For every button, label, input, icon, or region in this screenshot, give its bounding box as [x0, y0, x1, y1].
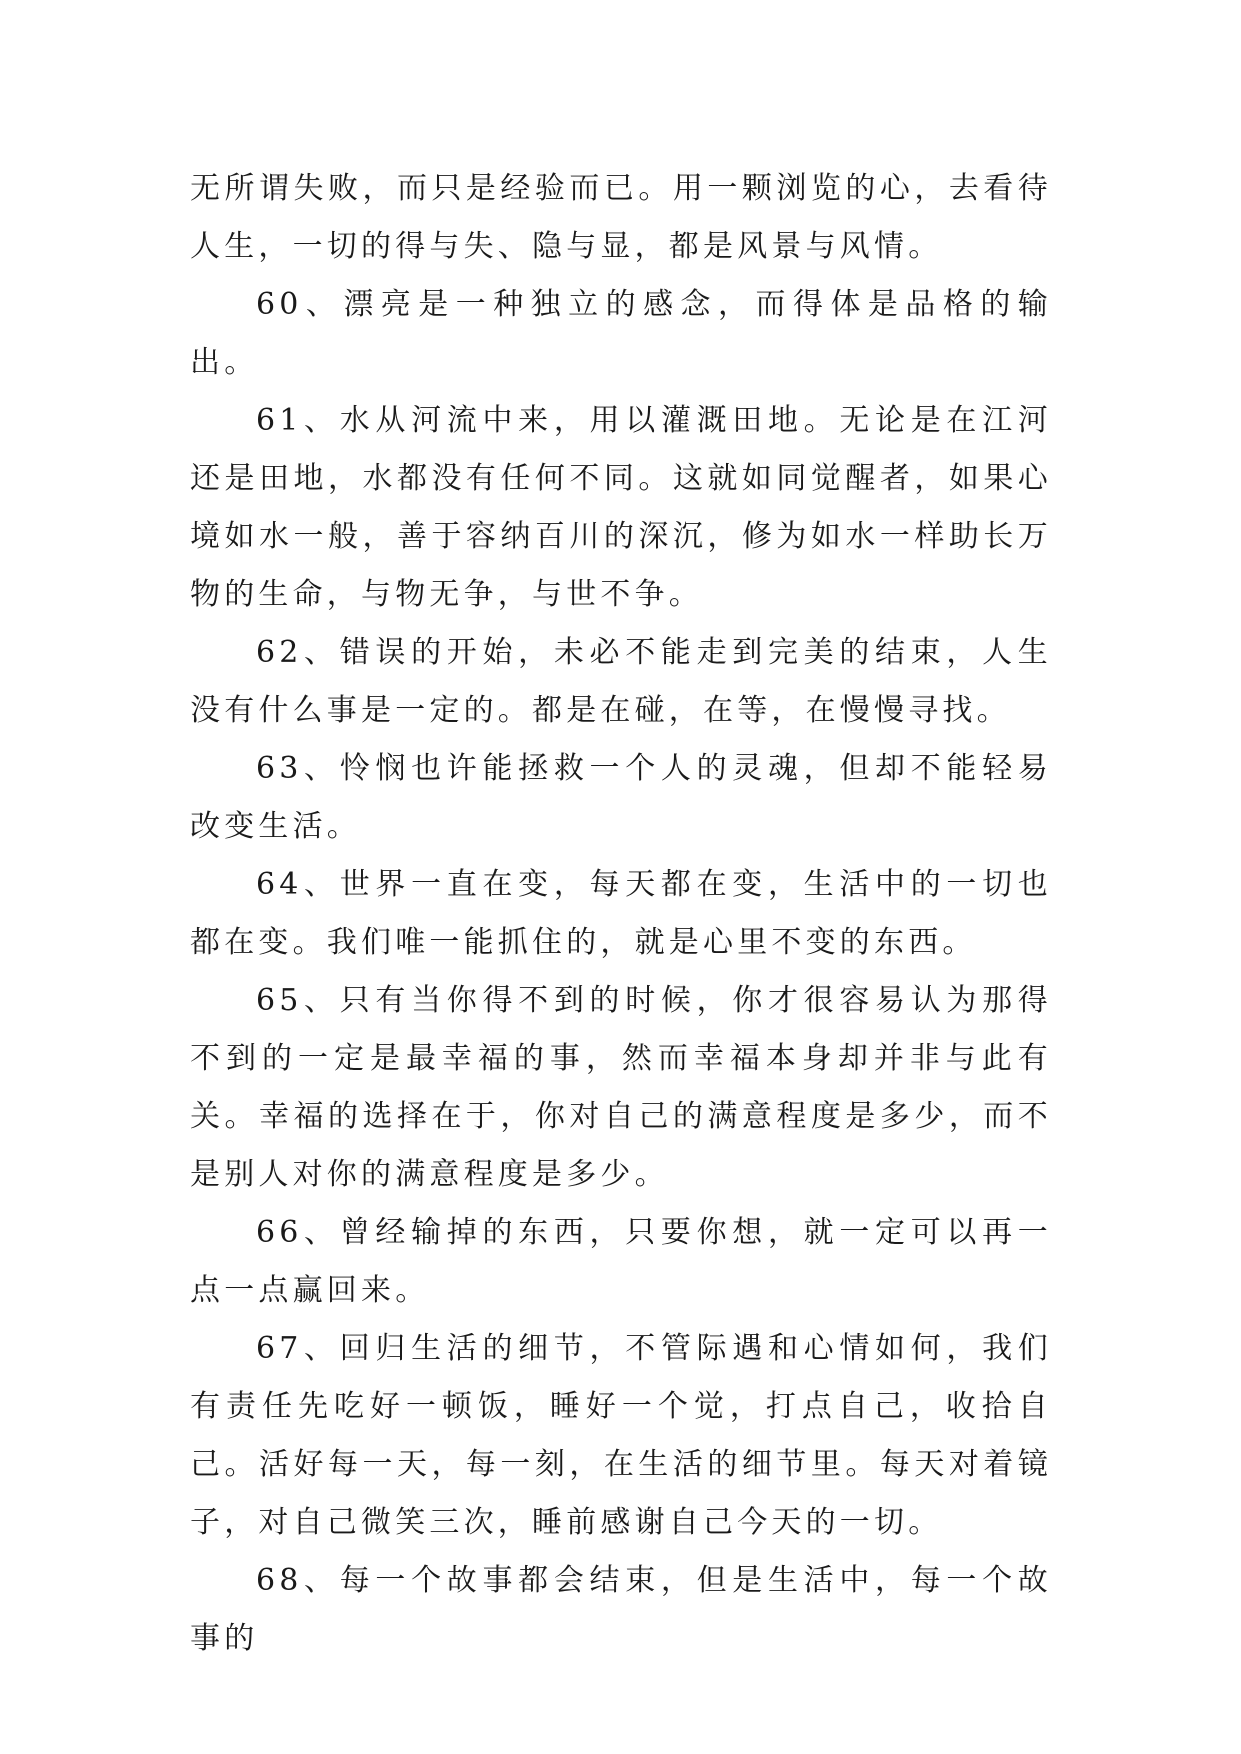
paragraph-intro: 无所谓失败，而只是经验而已。用一颗浏览的心，去看待人生，一切的得与失、隐与显，都是风景与风情。 — [190, 171, 1052, 264]
paragraph-62: 62、错误的开始，未必不能走到完美的结束，人生没有什么事是一定的。都是在碰，在等，在慢慢寻找。 — [190, 635, 1052, 728]
paragraph-66: 66、曾经输掉的东西，只要你想，就一定可以再一点一点赢回来。 — [190, 1215, 1052, 1308]
paragraph-63: 63、怜悯也许能拯救一个人的灵魂，但却不能轻易改变生活。 — [190, 751, 1052, 844]
paragraph-65: 65、只有当你得不到的时候，你才很容易认为那得不到的一定是最幸福的事，然而幸福本身却并非与此有关。幸福的选择在于，你对自己的满意程度是多少，而不是别人对你的满意程度是多少。 — [190, 983, 1052, 1192]
paragraph-68: 68、每一个故事都会结束，但是生活中，每一个故事的 — [190, 1563, 1052, 1656]
paragraph-67: 67、回归生活的细节，不管际遇和心情如何，我们有责任先吃好一顿饭，睡好一个觉，打点自己，收拾自己。活好每一天，每一刻，在生活的细节里。每天对着镜子，对自己微笑三次，睡前感谢自己今天的一切。 — [190, 1331, 1052, 1540]
paragraph-64: 64、世界一直在变，每天都在变，生活中的一切也都在变。我们唯一能抓住的，就是心里不变的东西。 — [190, 867, 1052, 960]
paragraph-60: 60、漂亮是一种独立的感念，而得体是品格的输出。 — [190, 287, 1052, 380]
document-page — [190, 160, 1052, 1668]
paragraph-61: 61、水从河流中来，用以灌溉田地。无论是在江河还是田地，水都没有任何不同。这就如同觉醒者，如果心境如水一般，善于容纳百川的深沉，修为如水一样助长万物的生命，与物无争，与世不争。 — [190, 403, 1052, 612]
